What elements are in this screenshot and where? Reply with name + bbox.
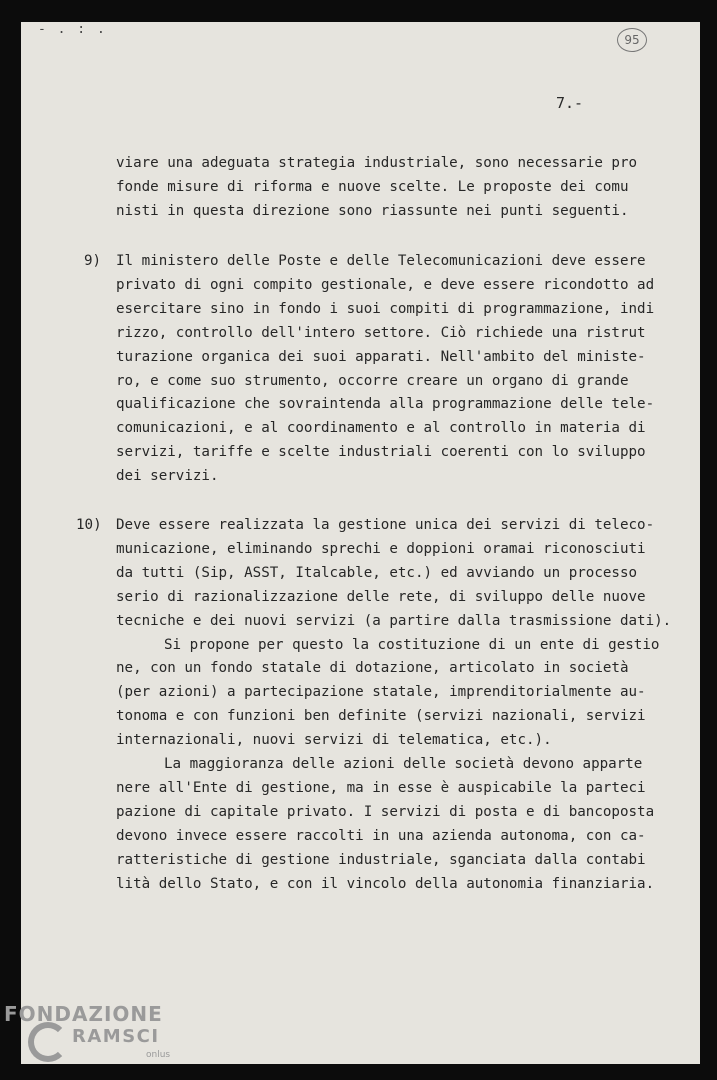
text-line: esercitare sino in fondo i suoi compiti di programmazione, indi — [116, 300, 655, 317]
text-line: viare una adeguata strategia industriale, sono necessarie pro — [116, 155, 638, 171]
text-line: Si propone per questo la costituzione di un ente di gestio — [164, 636, 660, 653]
text-line: devono invece essere raccolti in una azienda autonoma, con ca- — [116, 827, 646, 844]
text-line: comunicazioni, e al coordinamento e al controllo in materia di — [116, 420, 646, 437]
text-line: pazione di capitale privato. I servizi di posta e di bancoposta — [116, 803, 655, 820]
text-line: servizi, tariffe e scelte industriali coerenti con lo sviluppo — [116, 444, 646, 461]
text-line: rizzo, controllo dell'intero settore. Ciò richiede una ristrut — [116, 324, 646, 341]
fondazione-gramsci-logo — [0, 1000, 200, 1080]
paragraph-intro — [116, 152, 656, 224]
text-line: nisti in questa direzione sono riassunte nei punti seguenti. — [116, 202, 629, 219]
archive-number-stamp: 95 — [617, 28, 647, 52]
text-line: fonde misure di riforma e nuove scelte. Le proposte dei comu — [116, 178, 629, 195]
logo-line-1: FONDAZIONE — [4, 1002, 163, 1026]
paragraph-number: 10) — [76, 517, 102, 533]
text-line: internazionali, nuovi servizi di telematica, etc.). — [116, 732, 552, 749]
text-line: tecniche e dei nuovi servizi (a partire dalla trasmissione dati). — [116, 612, 672, 629]
text-line: nere all'Ente di gestione, ma in esse è auspicabile la parteci — [116, 779, 646, 796]
text-line: dei servizi. — [116, 468, 219, 485]
text-line: municazione, eliminando sprechi e doppioni oramai riconosciuti — [116, 540, 646, 557]
text-line: Il ministero delle Poste e delle Telecomunicazioni deve essere — [116, 253, 646, 269]
logo-g-icon — [28, 1022, 68, 1062]
text-line: privato di ogni compito gestionale, e deve essere ricondotto ad — [116, 276, 655, 293]
paragraph-10 — [76, 514, 672, 897]
corner-mark: - . : . — [38, 22, 107, 37]
text-line: (per azioni) a partecipazione statale, imprenditorialmente au- — [116, 684, 646, 701]
text-line: turazione organica dei suoi apparati. Nell'ambito del ministe- — [116, 348, 646, 365]
text-line: serio di razionalizzazione delle rete, di sviluppo delle nuove — [116, 588, 646, 605]
text-line: ro, e come suo strumento, occorre creare un organo di grande — [116, 372, 629, 389]
logo-line-3: onlus — [146, 1050, 171, 1060]
logo-line-2: RAMSCI — [72, 1026, 160, 1047]
text-line: lità dello Stato, e con il vincolo della autonomia finanziaria. — [116, 875, 655, 892]
paragraph-9 — [84, 250, 656, 489]
page-number: 7.- — [556, 94, 584, 112]
text-line: tonoma e con funzioni ben definite (servizi nazionali, servizi — [116, 708, 646, 725]
text-line: qualificazione che sovraintenda alla programmazione delle tele- — [116, 396, 655, 413]
text-line: ratteristiche di gestione industriale, sganciata dalla contabi — [116, 851, 646, 868]
paragraph-number: 9) — [84, 253, 102, 269]
text-line: ne, con un fondo statale di dotazione, articolato in società — [116, 660, 629, 677]
text-line: Deve essere realizzata la gestione unica dei servizi di teleco- — [116, 517, 655, 533]
text-line: da tutti (Sip, ASST, Italcable, etc.) ed avviando un processo — [116, 564, 638, 581]
text-line: La maggioranza delle azioni delle società devono apparte — [164, 756, 643, 773]
